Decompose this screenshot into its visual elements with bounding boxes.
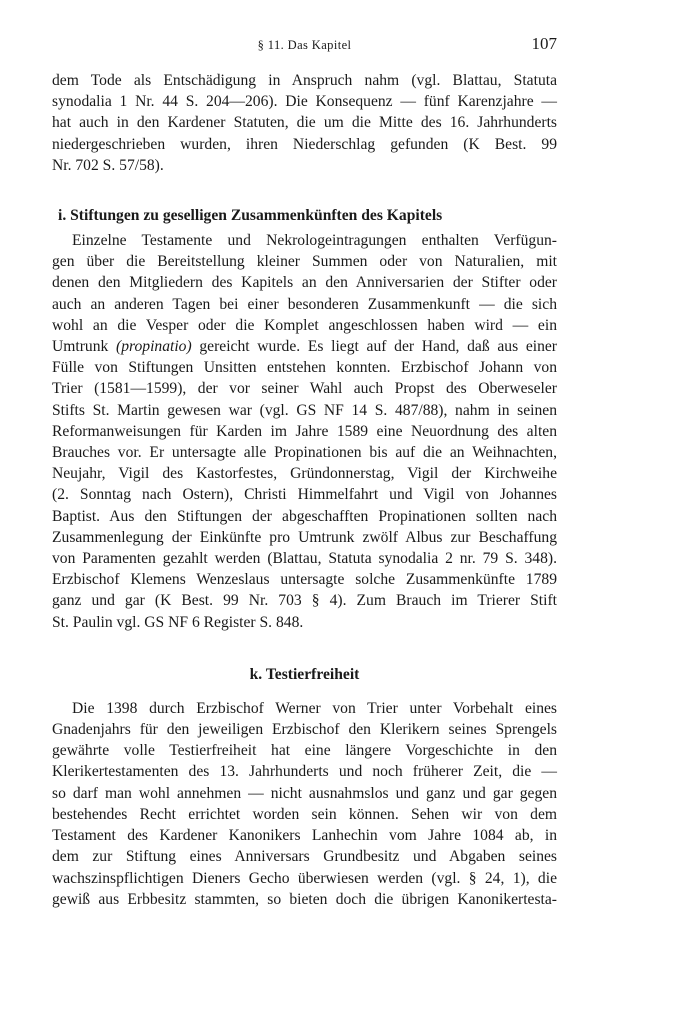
- text-line: Neujahr, Vigil des Kastorfestes, Gründonnerstag, Vigil der Kirchweihe: [52, 465, 557, 483]
- paragraph-section-i: [52, 230, 557, 633]
- text-line: wachszinspflichtigen Dieners Gecho überwiesen werden (vgl. § 24, 1), die: [52, 869, 557, 887]
- text-line: ganz und gar (K Best. 99 Nr. 703 § 4). Zum Brauch im Trierer Stift: [52, 592, 557, 610]
- text-line: hat auch in den Kardener Statuten, die um die Mitte des 16. Jahrhunderts: [52, 114, 557, 132]
- text-line: Nr. 702 S. 57/58).: [52, 156, 164, 174]
- text-line: St. Paulin vgl. GS NF 6 Register S. 848.: [52, 613, 304, 631]
- text-line: Klerikertestamenten des 13. Jahrhunderts und noch früherer Zeit, die —: [52, 763, 557, 781]
- running-head: [52, 34, 557, 58]
- text-line: Baptist. Aus den Stiftungen der abgeschafften Propinationen sollten nach: [52, 507, 557, 525]
- paragraph-continuation: [52, 70, 557, 176]
- text-line: dem zur Stiftung eines Anniversars Grundbesitz und Abgaben seines: [52, 848, 557, 866]
- text-line: gewiß aus Erbbesitz stammten, so bieten doch die übrigen Kanonikertesta-: [52, 890, 557, 908]
- page-number: 107: [531, 34, 557, 53]
- section-heading-i: i. Stiftungen zu geselligen Zusammenkünften des Kapitels: [58, 207, 443, 225]
- text-line: synodalia 1 Nr. 44 S. 204—206). Die Konsequenz — fünf Karenzjahre —: [52, 93, 557, 111]
- text-line: Stifts St. Martin gewesen war (vgl. GS NF 14 S. 487/88), nahm in seinen: [52, 401, 557, 419]
- text-line: Die 1398 durch Erzbischof Werner von Trier unter Vorbehalt eines: [72, 699, 557, 717]
- text-line: Testament des Kardener Kanonikers Lanhechin vom Jahre 1084 ab, in: [52, 827, 557, 845]
- section-heading-k: k. Testierfreiheit: [249, 665, 360, 683]
- text-line: Reformanweisungen für Karden im Jahre 1589 eine Neuordnung des alten: [52, 422, 557, 440]
- line-segment: gereicht wurde. Es liegt auf der Hand, daß aus einer: [191, 338, 557, 356]
- latin-term: (propinatio): [116, 338, 192, 356]
- text-line: bestehendes Recht errichtet worden sein können. Sehen wir von dem: [52, 805, 557, 823]
- text-line: auch an anderen Tagen bei einer besonderen Zusammenkunft — die sich: [52, 295, 557, 313]
- text-line-with-term: [52, 336, 557, 357]
- book-page: [52, 34, 557, 910]
- text-line: Trier (1581—1599), der vor seiner Wahl auch Propst des Oberweseler: [52, 380, 557, 398]
- text-line: (2. Sonntag nach Ostern), Christi Himmelfahrt und Vigil von Johannes: [52, 486, 557, 504]
- text-line: dem Tode als Entschädigung in Anspruch nahm (vgl. Blattau, Statuta: [52, 72, 557, 89]
- text-line: Einzelne Testamente und Nekrologeintragungen enthalten Verfügun-: [72, 232, 557, 250]
- text-line: niedergeschrieben wurden, ihren Niederschlag gefunden (K Best. 99: [52, 135, 557, 153]
- text-line: denen den Mitgliedern des Kapitels an den Anniversarien der Stifter oder: [52, 274, 557, 292]
- text-line: so darf man wohl annehmen — nicht ausnahmslos und ganz und gar gegen: [52, 784, 557, 802]
- text-line: wohl an die Vesper oder die Komplet angeschlossen haben wird — ein: [52, 316, 557, 334]
- text-line: Brauches vor. Er untersagte alle Propinationen bis auf die an Weihnachten,: [52, 444, 557, 462]
- text-line: gewährte volle Testierfreiheit hat eine längere Vorgeschichte in den: [52, 742, 557, 760]
- text-line: gen über die Bereitstellung kleiner Summen oder von Naturalien, mit: [52, 253, 557, 271]
- text-line: Erzbischof Klemens Wenzeslaus untersagte solche Zusammenkünfte 1789: [52, 571, 557, 589]
- paragraph-section-k: [52, 698, 557, 910]
- text-line: Gnadenjahrs für den jeweiligen Erzbischof den Klerikern seines Sprengels: [52, 721, 557, 739]
- text-line: Fülle von Stiftungen Unsitten entstehen konnten. Erzbischof Johann von: [52, 359, 557, 377]
- line-segment: Umtrunk: [52, 338, 117, 356]
- text-line: Zusammenlegung der Einkünfte pro Umtrunk zwölf Albus zur Beschaffung: [52, 528, 557, 546]
- running-title: § 11. Das Kapitel: [257, 38, 352, 52]
- text-line: von Paramenten gezahlt werden (Blattau, Statuta synodalia 2 nr. 79 S. 348).: [52, 550, 557, 568]
